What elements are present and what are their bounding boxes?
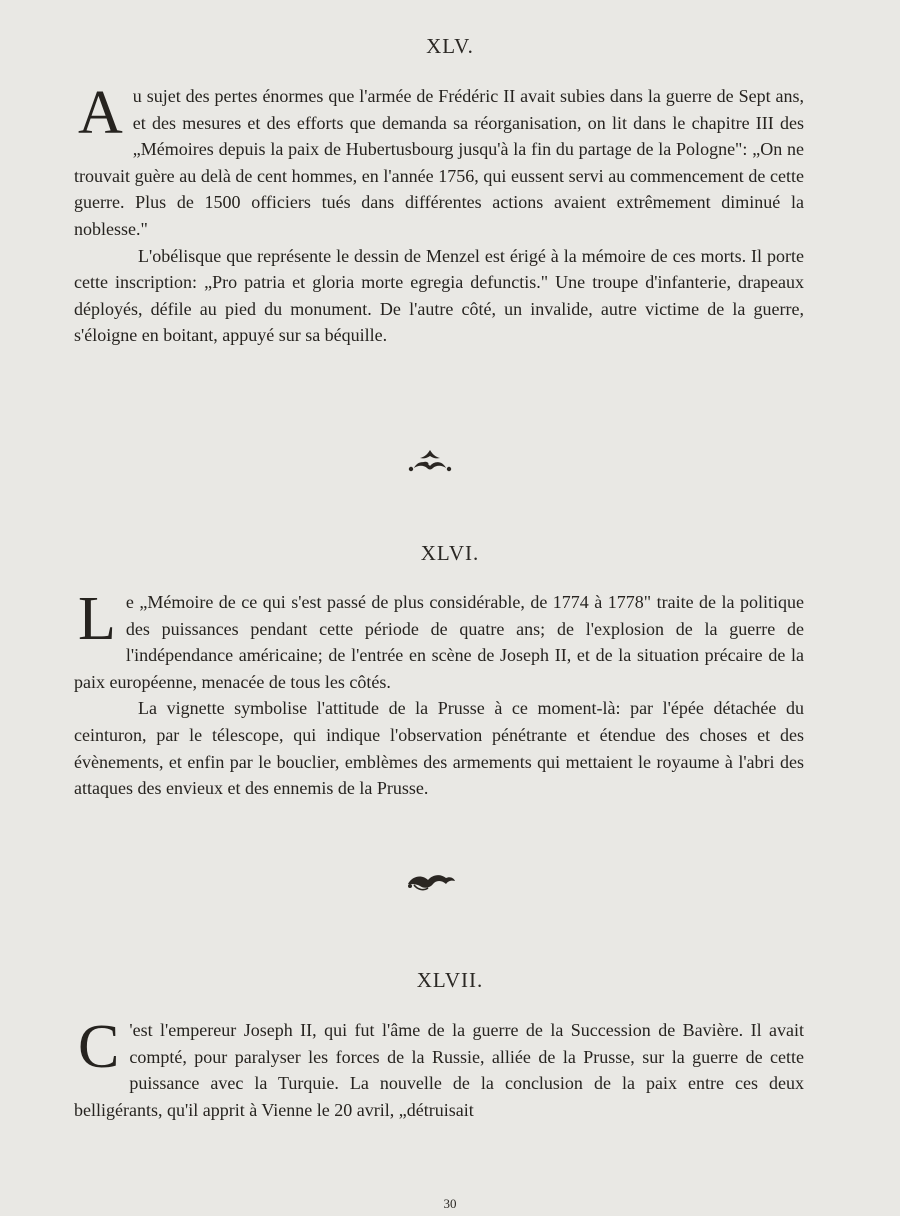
- paragraph-text: 'est l'empereur Joseph II, qui fut l'âme de la guerre de la Succession de Bavière. Il avait compté, pour paralyser les forces de la Russie, alliée de la Prusse, sur la guerre de cette puissance avec la Turquie. La nouvelle de la conclusion de la paix entre ces deux belligérants, qu'il apprit à Vienne le 20 avril, „détruisait: [74, 1020, 804, 1120]
- paragraph: La vignette symbolise l'attitude de la Prusse à ce moment-là: par l'épée détachée du ceinturon, par le télescope, qui indique l'observation pénétrante et étendue des choses et des évènements, et enfin par le bouclier, emblèmes des armements qui mettaient le royaume à l'abri des attaques des envieux et des ennemis de la Prusse.: [74, 698, 804, 799]
- paragraph: [74, 1013, 804, 1123]
- paragraph-text: e „Mémoire de ce qui s'est passé de plus considérable, de 1774 à 1778" traite de la politique des puissances pendant cette période de quatre ans; de l'explosion de la guerre de l'indépendance américaine; de l'entrée en scène de Joseph II, et de la situation précaire de la paix européenne, menacée de tous les côtés.: [74, 592, 804, 692]
- section-xlvii: [74, 1013, 804, 1123]
- drop-cap: L: [78, 585, 116, 653]
- section-heading-xlvi: XLVI.: [420, 541, 480, 565]
- drop-cap: C: [78, 1013, 120, 1081]
- section-xlv: [74, 79, 804, 349]
- paragraph: [74, 585, 804, 695]
- section-xlvi: [74, 585, 804, 802]
- paragraph: [74, 79, 804, 243]
- fleuron-ornament-icon: [400, 446, 460, 476]
- page-number: 30: [443, 1196, 457, 1211]
- drop-cap: A: [78, 79, 123, 147]
- section-heading-xlv: XLV.: [426, 34, 474, 58]
- section-heading-xlvii: XLVII.: [416, 968, 484, 992]
- paragraph-text: u sujet des pertes énormes que l'armée de Frédéric II avait subies dans la guerre de Sept ans, et des mesures et des efforts que demanda sa réorganisation, on lit dans le chapitre III des „Mémoires depuis la paix de Hubertusbourg jusqu'à la fin du partage de la Pologne": „On ne trouvait guère au delà de cent hommes, en l'année 1756, qui eussent servi au commencement de cette guerre. Plus de 1500 officiers tués dans différentes actions avaient extrêmement diminué la noblesse.": [74, 86, 804, 239]
- paragraph: L'obélisque que représente le dessin de Menzel est érigé à la mémoire de ces morts. Il porte cette inscription: „Pro patria et gloria morte egregia defunctis." Une troupe d'infanterie, drapeaux déployés, défile au pied du monument. De l'autre côté, un invalide, autre victime de la guerre, s'éloigne en boitant, appuyé sur sa béquille.: [74, 245, 804, 346]
- fleuron-ornament-icon: [400, 866, 460, 896]
